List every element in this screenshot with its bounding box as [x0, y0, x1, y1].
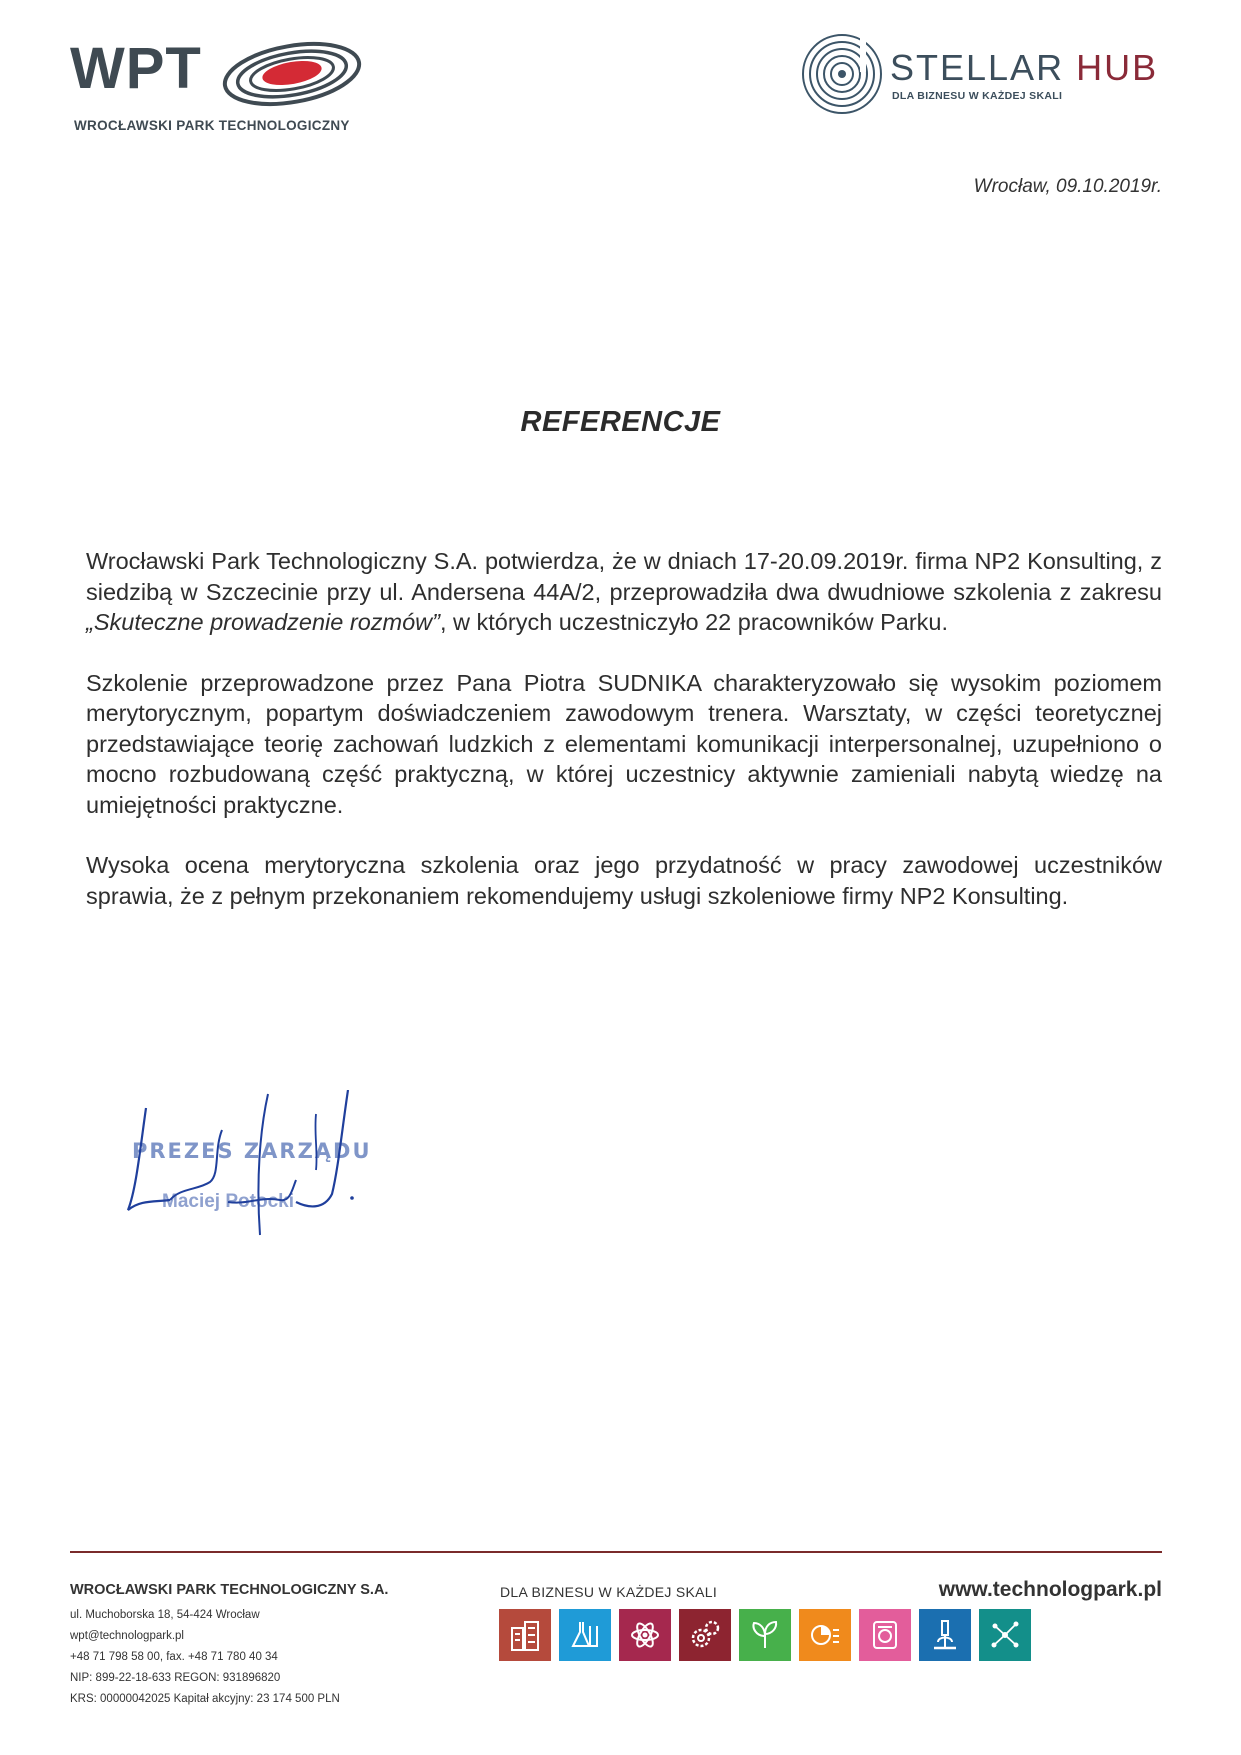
footer-krs: KRS: 00000042025 Kapitał akcyjny: 23 174 500 PLN [70, 1693, 340, 1705]
stellar-hub-wordmark [890, 47, 1159, 88]
paragraph-1-start: Wrocławski Park Technologiczny S.A. potwierdza, że w dniach 17-20.09.2019r. firma NP2 Konsulting, z siedzibą w Szczecinie przy ul. Andersena 44A/2, przeprowadziła dwa dwudniowe szkolenia z zakresu [86, 548, 1162, 605]
footer-phone: +48 71 798 58 00, fax. +48 71 780 40 34 [70, 1651, 278, 1663]
letter-date: Wrocław, 09.10.2019r. [973, 176, 1162, 197]
wpt-subtitle: WROCŁAWSKI PARK TECHNOLOGICZNY [74, 118, 350, 133]
hub-word: HUB [1076, 47, 1159, 88]
stellar-rings-icon [800, 32, 884, 116]
tile-device [859, 1609, 911, 1661]
buildings-icon [508, 1618, 542, 1652]
wpt-logo [70, 36, 370, 140]
footer-address: ul. Muchoborska 18, 54-424 Wrocław [70, 1609, 260, 1621]
footer-divider [70, 1551, 1162, 1553]
tile-leaf [739, 1609, 791, 1661]
paragraph-1 [86, 546, 1162, 638]
wpt-swirl-icon [220, 40, 370, 110]
footer-contact [70, 1605, 340, 1710]
footer-slogan: DLA BIZNESU W KAŻDEJ SKALI [500, 1584, 718, 1600]
letter-body [86, 546, 1162, 941]
flask-icon [568, 1618, 602, 1652]
handwritten-signature [110, 1090, 410, 1260]
footer-icon-tiles [499, 1609, 1162, 1663]
document-title: REFERENCJE [520, 406, 721, 438]
tile-atom [619, 1609, 671, 1661]
footer-company-name: WROCŁAWSKI PARK TECHNOLOGICZNY S.A. [70, 1582, 389, 1598]
paragraph-1-end: , w których uczestniczyło 22 pracowników Parku. [439, 609, 949, 635]
tile-microscope [919, 1609, 971, 1661]
stamp-name: Maciej Potocki [162, 1191, 294, 1212]
atom-icon [628, 1618, 662, 1652]
gears-icon [688, 1618, 722, 1652]
network-icon [988, 1618, 1022, 1652]
leaf-icon [748, 1618, 782, 1652]
stellar-word: STELLAR [890, 47, 1065, 88]
tile-network [979, 1609, 1031, 1661]
stamp-title: PREZES ZARZĄDU [132, 1139, 372, 1163]
paragraph-3: Wysoka ocena merytoryczna szkolenia oraz jego przydatność w pracy zawodowej uczestników sprawia, że z pełnym przekonaniem rekomendujemy usługi szkoleniowe firmy NP2 Konsulting. [86, 852, 1162, 909]
chart-icon [808, 1618, 842, 1652]
tile-gears [679, 1609, 731, 1661]
footer-website: www.technologpark.pl [938, 1578, 1162, 1601]
training-title: „Skuteczne prowadzenie rozmów” [86, 609, 440, 635]
tile-chart [799, 1609, 851, 1661]
paragraph-2: Szkolenie przeprowadzone przez Pana Piotra SUDNIKA charakteryzowało się wysokim poziomem merytorycznym, popartym doświadczeniem zawodowym trenera. Warsztaty, w części teoretycznej przedstawiające teorię zachowań ludzkich z elementami komunikacji interpersonalnej, uzupełniono o mocno rozbudowaną część praktyczną, w której uczestnicy aktywnie zamieniali nabytą wiedzę na umiejętności praktyczne. [86, 669, 1162, 818]
signature-block [110, 1090, 410, 1260]
footer-email: wpt@technologpark.pl [70, 1630, 184, 1642]
microscope-icon [928, 1618, 962, 1652]
tile-flask [559, 1609, 611, 1661]
tile-buildings [499, 1609, 551, 1661]
footer-nip-regon: NIP: 899-22-18-633 REGON: 931896820 [70, 1672, 281, 1684]
stellar-hub-logo [800, 36, 1180, 106]
device-icon [868, 1618, 902, 1652]
wpt-logo-text: WPT [70, 36, 202, 101]
stellar-subtitle: DLA BIZNESU W KAŻDEJ SKALI [892, 90, 1063, 102]
